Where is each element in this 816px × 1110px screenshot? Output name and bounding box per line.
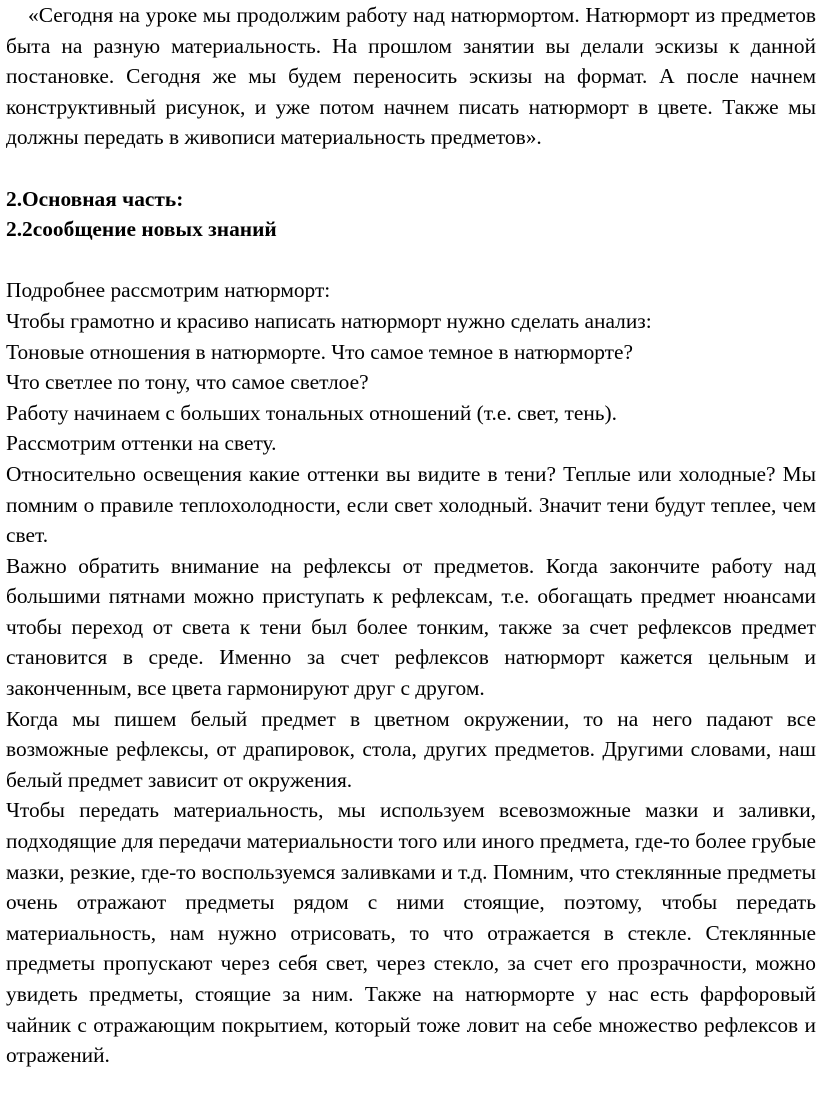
paragraph-2: Чтобы грамотно и красиво написать натюрморт нужно сделать анализ:: [6, 308, 652, 333]
paragraph-6: Рассмотрим оттенки на свету.: [6, 431, 277, 456]
paragraph-1: Подробнее рассмотрим натюрморт:: [6, 278, 331, 303]
document-page: [6, 0, 816, 1071]
paragraph-5: Работу начинаем с больших тональных отношений (т.е. свет, тень).: [6, 400, 617, 425]
paragraph-7: Относительно освещения какие оттенки вы видите в тени? Теплые или холодные? Мы помним о правиле теплохолодности, если свет холодный. Значит тени будут теплее, чем свет.: [6, 461, 816, 548]
paragraph-4: Что светлее по тону, что самое светлое?: [6, 370, 369, 395]
paragraph-3: Тоновые отношения в натюрморте. Что самое темное в натюрморте?: [6, 339, 634, 364]
spacer: [6, 153, 816, 184]
heading-main-part: 2.Основная часть:: [6, 186, 184, 211]
heading-new-knowledge: 2.2сообщение новых знаний: [6, 217, 277, 242]
paragraph-10: Чтобы передать материальность, мы используем всевозможные мазки и заливки, подходящие для передачи материальности того или иного предмета, где-то более грубые мазки, резкие, где-то воспользуемся заливками и т.д. Помним, что стеклянные предметы очень отражают предметы рядом с ними стоящие, поэтому, чтобы передать материальность, нам нужно отрисовать, то что отражается в стекле. Стеклянные предметы пропускают через себя свет, через стекло, за счет его прозрачности, можно увидеть предметы, стоящие за ним. Также на натюрморте у нас есть фарфоровый чайник с отражающим покрытием, который тоже ловит на себе множество рефлексов и отражений.: [6, 798, 816, 1068]
intro-paragraph: «Сегодня на уроке мы продолжим работу над натюрмортом. Натюрморт из предметов быта на разную материальность. На прошлом занятии вы делали эскизы к данной постановке. Сегодня же мы будем переносить эскизы на формат. А после начнем конструктивный рисунок, и уже потом начнем писать натюрморт в цвете. Также мы должны передать в живописи материальность предметов».: [6, 3, 816, 150]
paragraph-9: Когда мы пишем белый предмет в цветном окружении, то на него падают все возможные рефлексы, от драпировок, стола, других предметов. Другими словами, наш белый предмет зависит от окружения.: [6, 706, 816, 792]
paragraph-8: Важно обратить внимание на рефлексы от предметов. Когда закончите работу над большими пятнами можно приступать к рефлексам, т.е. обогащать предмет нюансами чтобы переход от света к тени был более тонким, также за счет рефлексов предмет становится в среде. Именно за счет рефлексов натюрморт кажется цельным и законченным, все цвета гармонируют друг с другом.: [6, 553, 816, 701]
spacer: [6, 245, 816, 276]
